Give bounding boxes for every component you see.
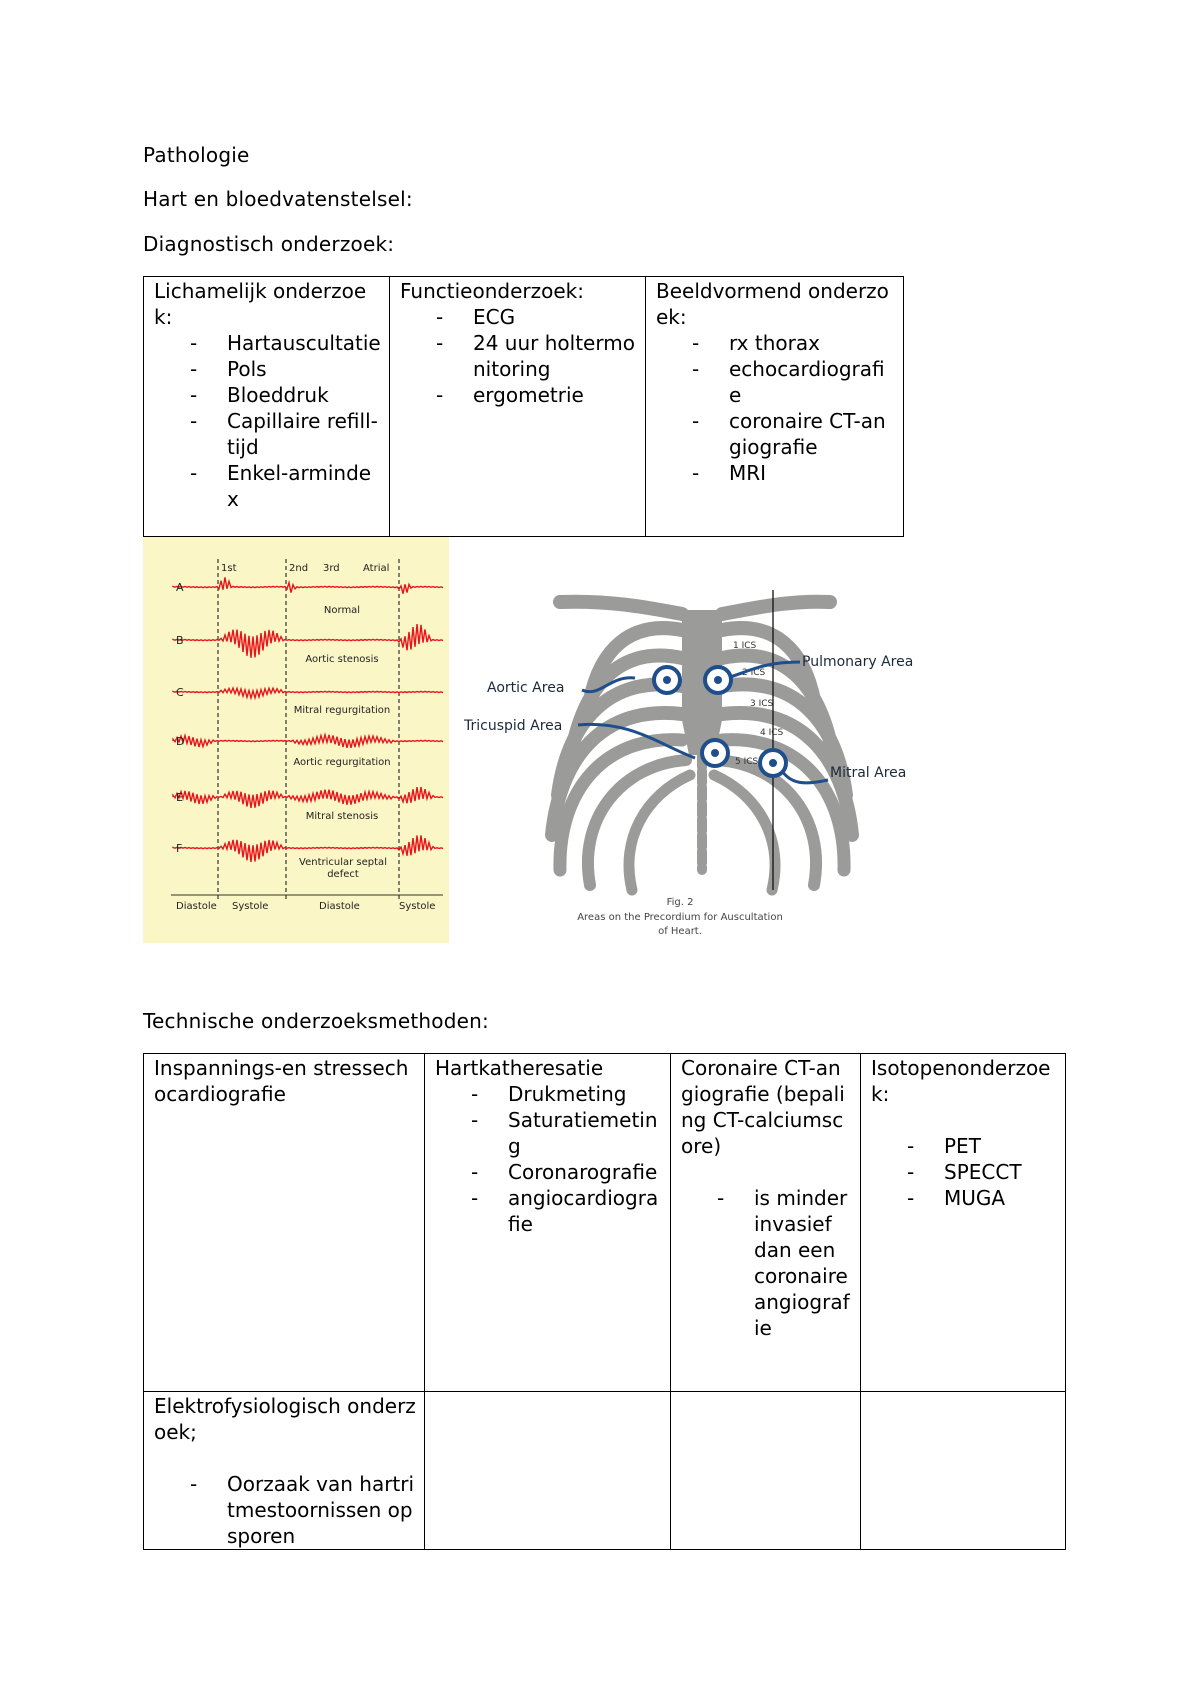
row-label-mitral-stenosis: Mitral stenosis (305, 811, 379, 822)
section-heading-heart: Hart en bloedvatenstelsel: (143, 187, 413, 211)
label-second-sound: 2nd (289, 563, 309, 574)
electrophysiology-cell (144, 1392, 425, 1550)
section-heading-technical: Technische onderzoeksmethoden: (143, 1009, 489, 1033)
heart-catheter-list (435, 1081, 662, 1237)
pulmonary-area-marker (705, 667, 731, 693)
list-item: - coronaire CT-angiografie (656, 408, 895, 460)
figure-number: Fig. 2 (666, 897, 694, 908)
list-item: - 24 uur holtermonitoring (400, 330, 637, 382)
list-item: - echocardiografie (656, 356, 895, 408)
aortic-area-label: Aortic Area (487, 680, 565, 696)
coronary-ct-title: Coronaire CT-angiografie (bepaling CT-calciumscore) (681, 1056, 845, 1158)
diagnostics-table (143, 276, 904, 537)
left-clavicle (560, 602, 682, 614)
list-item: - Bloeddruk (154, 382, 381, 408)
row-letter-e: E (176, 791, 183, 804)
list-item: - MRI (656, 460, 895, 486)
list-item: - Saturatiemeting (435, 1107, 662, 1159)
row-label-vsd-wrap (293, 857, 393, 891)
row-letter-d: D (176, 735, 185, 748)
ics-label-3: 3 ICS (750, 699, 774, 709)
bottom-label-diastole-2: Diastole (319, 901, 360, 912)
auscultation-areas-figure (460, 580, 930, 945)
list-item: - ECG (400, 304, 637, 330)
imaging-exam-list (656, 330, 895, 486)
isotope-title: Isotopenonderzoek: (871, 1056, 1051, 1106)
bottom-label-systole-2: Systole (399, 901, 436, 912)
mitral-area-marker (760, 750, 786, 776)
doc-title: Pathologie (143, 143, 250, 167)
ics-label-5: 5 ICS (735, 757, 759, 767)
mitral-area-label: Mitral Area (830, 765, 907, 781)
bottom-label-diastole-1: Diastole (176, 901, 217, 912)
empty-cell (425, 1392, 671, 1550)
pulmonary-area-label: Pulmonary Area (802, 654, 914, 670)
row-label-normal: Normal (323, 605, 361, 616)
row-label-mitral-regurgitation: Mitral regurgitation (293, 705, 391, 716)
row-label-aortic-regurgitation: Aortic regurgitation (293, 757, 391, 768)
label-first-sound: 1st (221, 563, 237, 574)
imaging-exam-title: Beeldvormend onderzoek: (656, 279, 889, 329)
isotope-cell (861, 1054, 1066, 1392)
row-label-vsd: Ventricular septal defect (299, 857, 387, 880)
imaging-exam-cell (646, 277, 904, 537)
label-third-sound: 3rd (323, 563, 340, 574)
list-item: - SPECCT (871, 1159, 1057, 1185)
physical-exam-list (154, 330, 381, 512)
ics-label-1: 1 ICS (733, 641, 757, 651)
row-letter-f: F (176, 842, 183, 855)
coronary-ct-cell (671, 1054, 861, 1392)
row-label-aortic-stenosis: Aortic stenosis (305, 654, 379, 665)
list-item: - Hartauscultatie (154, 330, 381, 356)
physical-exam-title: Lichamelijk onderzoek: (154, 279, 367, 329)
function-exam-cell (390, 277, 646, 537)
function-exam-list (400, 304, 637, 408)
stress-echo-title: Inspannings-en stressechocardiografie (154, 1056, 409, 1106)
list-item: - Enkel-armindex (154, 460, 381, 512)
list-item: - rx thorax (656, 330, 895, 356)
list-item: - is minder invasief dan een coronaire angiografie (681, 1185, 852, 1341)
list-item: - Capillaire refill-tijd (154, 408, 381, 460)
empty-cell (671, 1392, 861, 1550)
right-clavicle (722, 602, 830, 614)
bottom-label-systole-1: Systole (232, 901, 269, 912)
stress-echo-cell (144, 1054, 425, 1392)
empty-cell (861, 1392, 1066, 1550)
section-heading-diagnostics: Diagnostisch onderzoek: (143, 232, 395, 256)
list-item: - PET (871, 1133, 1057, 1159)
heart-catheter-cell (425, 1054, 671, 1392)
label-atrial-sound: Atrial (363, 563, 390, 574)
list-item: - angiocardiografie (435, 1185, 662, 1237)
list-item: - Coronarografie (435, 1159, 662, 1185)
coronary-ct-list (681, 1185, 852, 1341)
list-item: - ergometrie (400, 382, 637, 408)
tricuspid-area-label: Tricuspid Area (464, 718, 563, 734)
figure-caption-line1: Areas on the Precordium for Auscultation (577, 912, 783, 923)
list-item: - Pols (154, 356, 381, 382)
list-item: - MUGA (871, 1185, 1057, 1211)
physical-exam-cell (144, 277, 390, 537)
figure-caption-line2: of Heart. (658, 926, 702, 937)
row-letter-c: C (176, 686, 184, 699)
phonocardiogram-figure (143, 537, 449, 943)
electrophysiology-title: Elektrofysiologisch onderzoek; (154, 1394, 416, 1444)
isotope-list (871, 1133, 1057, 1211)
ics-label-4: 4 ICS (760, 728, 784, 738)
row-letter-b: B (176, 634, 184, 647)
tricuspid-area-marker (702, 740, 728, 766)
list-item: - Oorzaak van hartritmestoornissen opsporen (154, 1471, 416, 1549)
heart-catheter-title: Hartkatheresatie (435, 1056, 604, 1080)
list-item: - Drukmeting (435, 1081, 662, 1107)
row-letter-a: A (176, 581, 184, 594)
function-exam-title: Functieonderzoek: (400, 279, 584, 303)
technical-methods-table (143, 1053, 1066, 1550)
ics-label-2: 2 ICS (742, 668, 766, 678)
aortic-area-marker (654, 667, 680, 693)
electrophysiology-list (154, 1471, 416, 1549)
